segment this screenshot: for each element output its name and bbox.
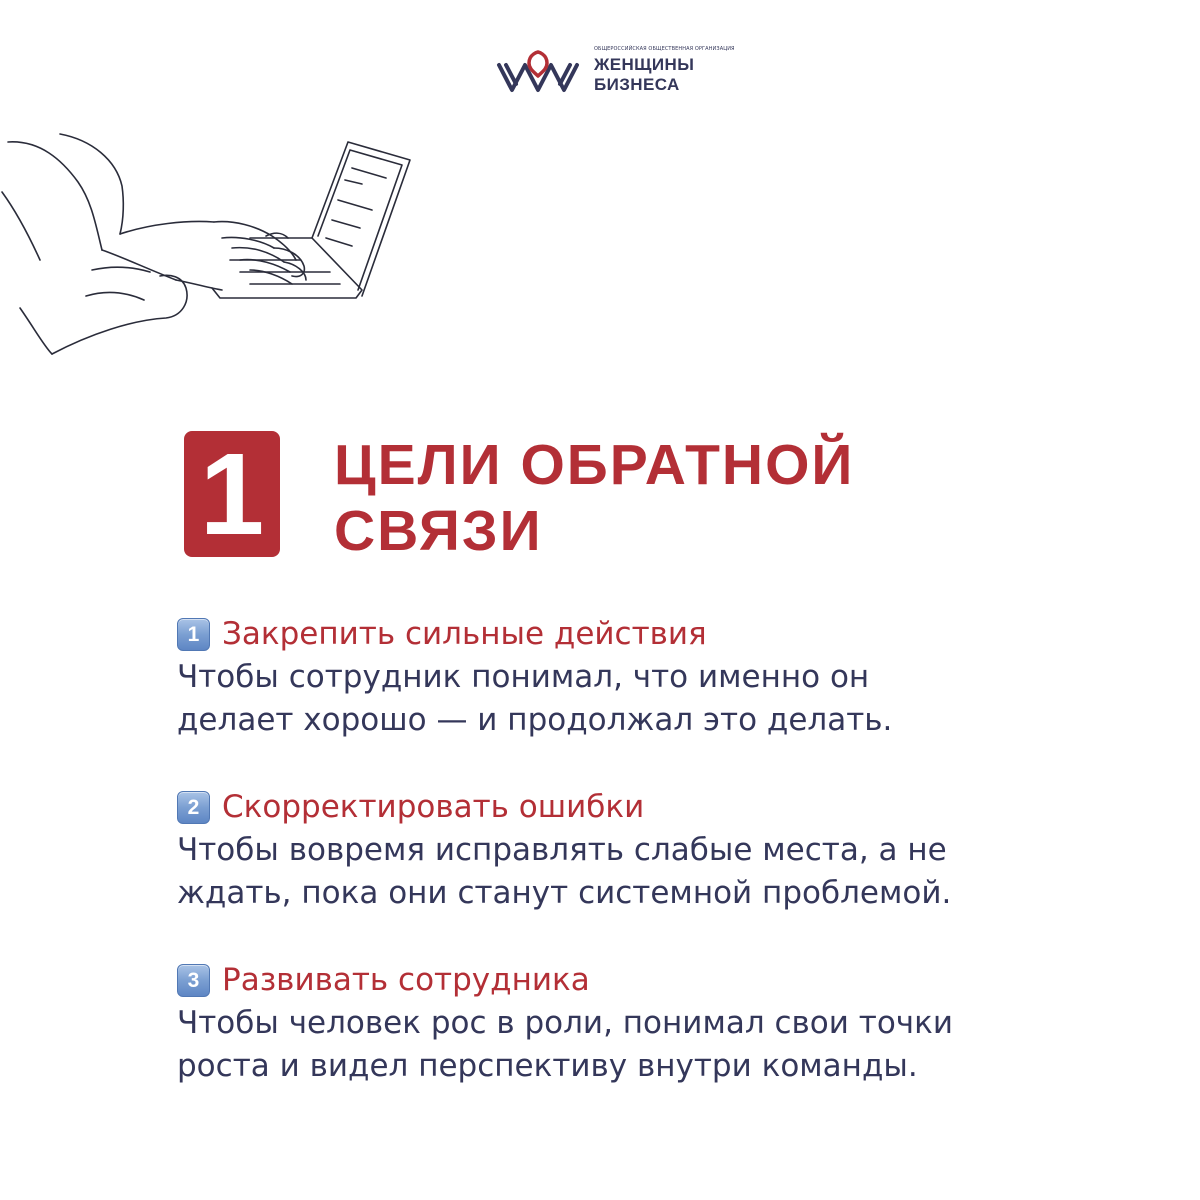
goal-description-line: ждать, пока они станут системной проблемой. xyxy=(177,875,952,911)
keycap-3-icon xyxy=(177,964,210,997)
goal-description-line: роста и видел перспективу внутри команды. xyxy=(177,1048,918,1084)
goal-description-line: Чтобы вовремя исправлять слабые места, а не xyxy=(177,832,947,868)
heading-line1: ЦЕЛИ ОБРАТНОЙ xyxy=(334,433,855,497)
goal-description xyxy=(177,656,1097,742)
goal-description xyxy=(177,829,1097,915)
goal-description xyxy=(177,1002,1097,1088)
heading-line2: СВЯЗИ xyxy=(334,499,543,563)
keycap-number: 2 xyxy=(187,795,200,819)
list-item xyxy=(177,785,1097,915)
keycap-number: 1 xyxy=(187,622,200,646)
logo-subtitle: ОБЩЕРОССИЙСКАЯ ОБЩЕСТВЕННАЯ ОРГАНИЗАЦИЯ xyxy=(594,46,735,52)
wave-w-logo-icon xyxy=(496,50,580,96)
goals-list xyxy=(177,612,1097,1131)
goal-title-row xyxy=(177,612,1097,656)
logo-title xyxy=(594,55,694,95)
section-heading xyxy=(334,432,1054,564)
goal-description-line: Чтобы сотрудник понимал, что именно он xyxy=(177,659,870,695)
keycap-number: 3 xyxy=(187,968,200,992)
keycap-2-icon xyxy=(177,791,210,824)
goal-title: Скорректировать ошибки xyxy=(222,789,645,825)
goal-title: Развивать сотрудника xyxy=(222,962,590,998)
goal-description-line: Чтобы человек рос в роли, понимал свои точки xyxy=(177,1005,953,1041)
section-number: 1 xyxy=(199,429,265,559)
goal-title-row xyxy=(177,958,1097,1002)
hands-typing-laptop-illustration xyxy=(0,120,420,370)
brand-logo xyxy=(496,44,735,104)
list-item xyxy=(177,612,1097,742)
goal-title-row xyxy=(177,785,1097,829)
keycap-1-icon xyxy=(177,618,210,651)
goal-title: Закрепить сильные действия xyxy=(222,616,707,652)
list-item xyxy=(177,958,1097,1088)
logo-title-line1: ЖЕНЩИНЫ xyxy=(594,55,695,74)
goal-description-line: делает хорошо — и продолжал это делать. xyxy=(177,702,893,738)
section-number-badge xyxy=(184,431,280,557)
logo-title-line2: БИЗНЕСА xyxy=(594,75,680,94)
